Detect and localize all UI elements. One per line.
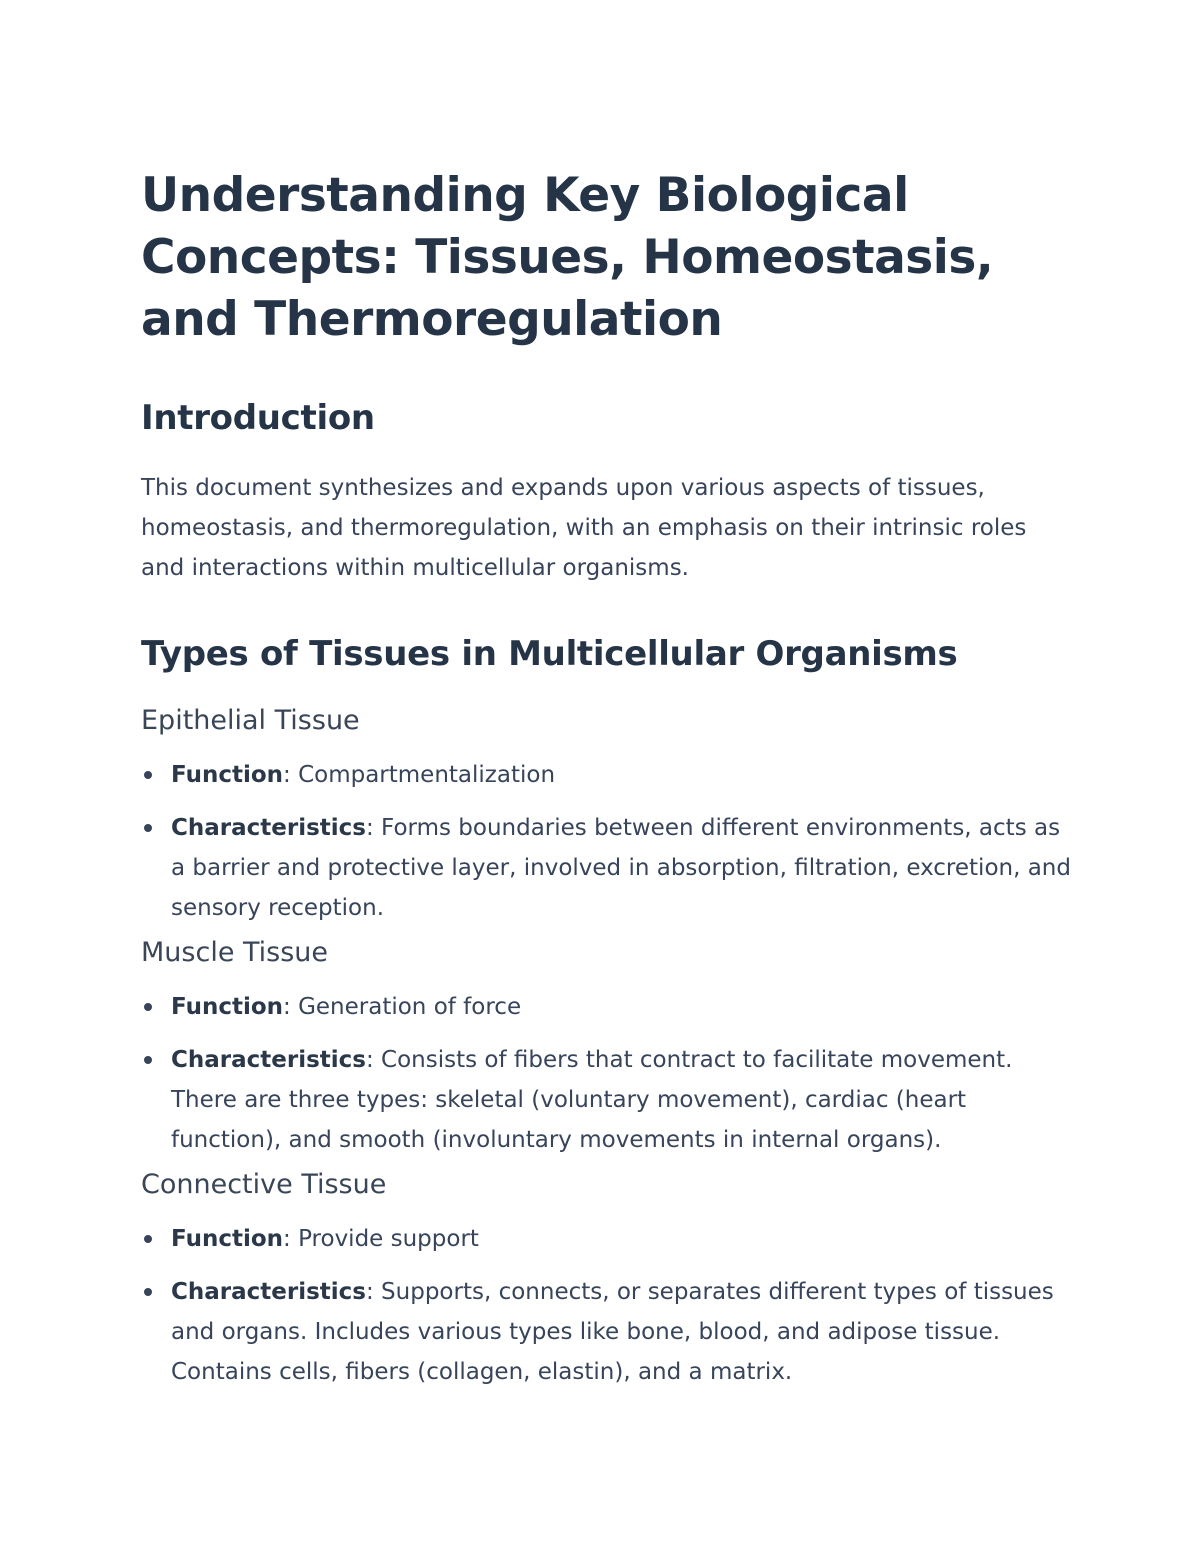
function-text: : Compartmentalization [283, 762, 556, 788]
function-label: Function [171, 994, 284, 1020]
list-item [141, 1272, 1071, 1392]
function-text: : Generation of force [283, 994, 522, 1020]
introduction-heading: Introduction [141, 398, 375, 438]
list-item [141, 987, 1071, 1027]
list-item [141, 755, 1071, 795]
characteristics-text: : Consists of fibers that contract to facilitate movement. There are three types: skeletal (voluntary movement), cardiac (heart function), and smooth (involuntary movements in internal organs). [171, 1047, 1013, 1153]
bullet-icon [144, 771, 152, 779]
characteristics-label: Characteristics [171, 815, 366, 841]
function-label: Function [171, 762, 284, 788]
connective-tissue-heading: Connective Tissue [141, 1169, 387, 1200]
connective-tissue-section [141, 1168, 1071, 1392]
characteristics-label: Characteristics [171, 1047, 366, 1073]
connective-tissue-list [141, 1219, 1071, 1392]
epithelial-tissue-heading: Epithelial Tissue [141, 705, 360, 736]
list-item [141, 1040, 1071, 1160]
muscle-tissue-list [141, 987, 1071, 1160]
document-page [141, 165, 1071, 1392]
bullet-icon [144, 1288, 152, 1296]
bullet-icon [144, 1235, 152, 1243]
muscle-tissue-heading: Muscle Tissue [141, 937, 329, 968]
epithelial-tissue-section [141, 704, 1071, 928]
list-item [141, 1219, 1071, 1259]
characteristics-text: : Forms boundaries between different environments, acts as a barrier and protective layer, involved in absorption, filtration, excretion, and sensory reception. [171, 815, 1071, 921]
tissue-types-heading: Types of Tissues in Multicellular Organisms [141, 634, 958, 674]
function-label: Function [171, 1226, 284, 1252]
characteristics-label: Characteristics [171, 1279, 366, 1305]
bullet-icon [144, 824, 152, 832]
bullet-icon [144, 1056, 152, 1064]
epithelial-tissue-list [141, 755, 1071, 928]
characteristics-text: : Supports, connects, or separates different types of tissues and organs. Includes various types like bone, blood, and adipose tissue. Contains cells, fibers (collagen, elastin), and a matrix. [171, 1279, 1054, 1385]
function-text: : Provide support [283, 1226, 479, 1252]
muscle-tissue-section [141, 936, 1071, 1160]
bullet-icon [144, 1003, 152, 1011]
list-item [141, 808, 1071, 928]
introduction-paragraph: This document synthesizes and expands upon various aspects of tissues, homeostasis, and thermoregulation, with an emphasis on their intrinsic roles and interactions within multicellular organisms. [141, 475, 1027, 581]
document-title: Understanding Key Biological Concepts: Tissues, Homeostasis, and Thermoregulation [141, 168, 994, 347]
